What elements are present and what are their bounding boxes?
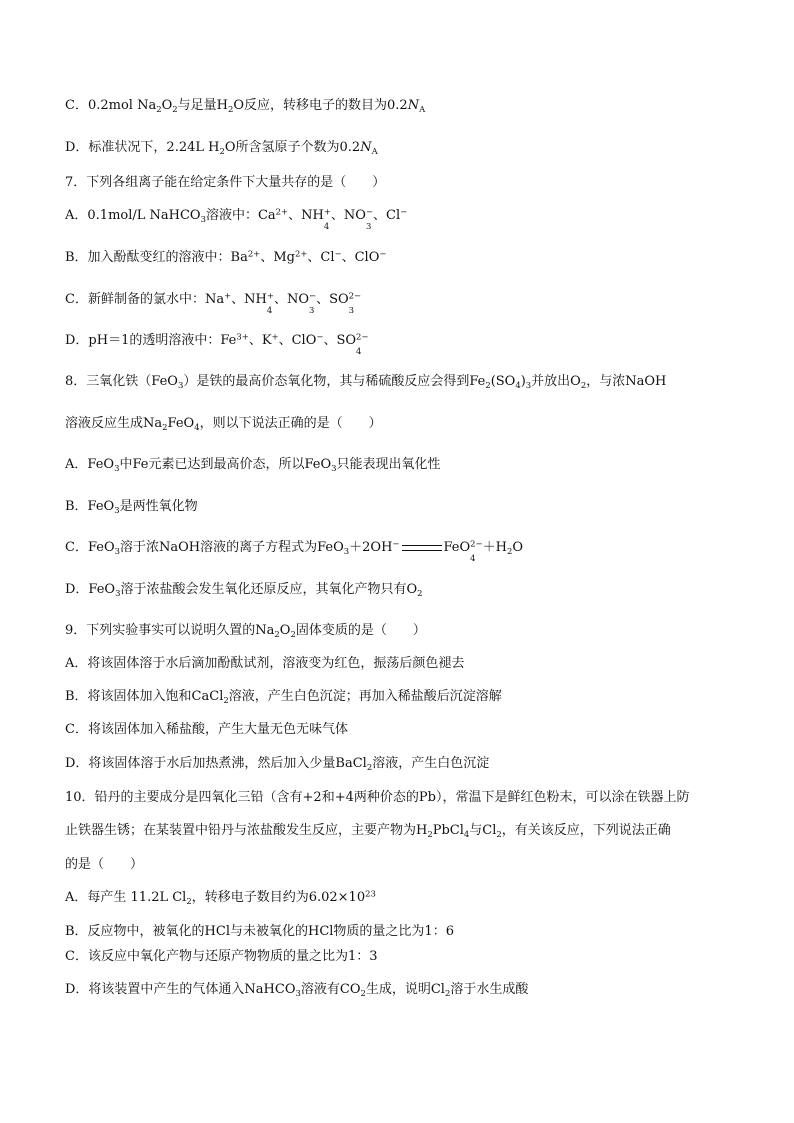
q6-option-d: D．标准状况下，2.24L $H_2O$所含氢原子个数为$0.2N_A$ bbox=[65, 140, 378, 156]
q6-option-c: C．0.2mol $Na_2O_2$与足量$H_2O$反应，转移电子的数目为$0.2N_A$ bbox=[65, 98, 426, 114]
q8-option-d: D．FeO$_3$溶于浓盐酸会发生氧化还原反应，其氧化产物只有$O_2$ bbox=[65, 582, 423, 598]
ion-script-stack: + 4 bbox=[323, 206, 331, 232]
q8-option-a: A．FeO$_3$中Fe元素已达到最高价态，所以FeO$_3$只能表现出氧化性 bbox=[65, 457, 441, 473]
q10-option-d: D．将该装置中产生的气体通入NaHCO$_3$溶液有$CO_2$生成，说明$Cl_2$溶于水生成酸 bbox=[65, 982, 529, 998]
q9-option-b: B．将该固体加入饱和CaCl$_2$溶液，产生白色沉淀；再加入稀盐酸后沉淀溶解 bbox=[65, 689, 502, 705]
q7-option-b: B．加入酚酞变红的溶液中：$Ba^{2+}$、$Mg^{2+}$、Cl−、ClO− bbox=[65, 248, 387, 265]
ion-script-stack: $^{2-}$ 3 bbox=[348, 290, 362, 316]
q10-option-b: B．反应物中，被氧化的HCl与未被氧化的HCl物质的量之比为1：6 bbox=[65, 924, 454, 939]
q10-option-a: A．每产生 11.2L $Cl_2$，转移电子数目约为$6.02\times 10^{23}$ bbox=[65, 888, 376, 906]
q9-option-c: C．将该固体加入稀盐酸，产生大量无色无味气体 bbox=[65, 722, 348, 737]
ion-script-stack: + 4 bbox=[266, 290, 274, 316]
q7-option-d: D．pH＝1的透明溶液中：$Fe^{3+}$、K+、ClO−、$SO^{2-}$ 4 bbox=[65, 331, 369, 357]
q8-stem-line1: 8．三氧化铁（FeO$_3$）是铁的最高价态氧化物，其与稀硫酸反应会得到$Fe_2(SO_4)_3$并放出$O_2$，与浓NaOH bbox=[65, 374, 667, 390]
ion-script-stack: − 3 bbox=[309, 290, 317, 316]
q8-option-b: B．FeO$_3$是两性氧化物 bbox=[65, 499, 198, 515]
q7-option-a: A．0.1mol/L NaHCO$_3$溶液中：$Ca^{2+}$、NH+ 4 、NO− 3 、Cl− bbox=[65, 206, 408, 232]
equals-double-line bbox=[402, 545, 442, 551]
q7-option-c: C．新鲜制备的氯水中：Na+、NH+ 4 、NO− 3 、$SO^{2-}$ 3 bbox=[65, 290, 362, 316]
q10-stem-line1: 10．铅丹的主要成分是四氧化三铅（含有+2和+4两种价态的Pb），常温下是鲜红色粉末，可以涂在铁器上防 bbox=[65, 790, 690, 805]
q10-option-c: C．该反应中氧化产物与还原产物物质的量之比为1：3 bbox=[65, 949, 378, 964]
q7-stem: 7．下列各组离子能在给定条件下大量共存的是（ ） bbox=[65, 175, 386, 190]
q9-stem: 9．下列实验事实可以说明久置的$Na_2O_2$固体变质的是（ ） bbox=[65, 623, 426, 639]
q10-stem-line3: 的是（ ） bbox=[65, 857, 144, 872]
q8-stem-line2: 溶液反应生成$Na_2FeO_4$，则以下说法正确的是（ ） bbox=[65, 416, 382, 432]
q8-option-c: C．FeO$_3$溶于浓NaOH溶液的离子方程式为FeO$_3$＋2OH− FeO$^{2-}$ 4 $+H_2O$ bbox=[65, 538, 524, 564]
ion-script-stack: $^{2-}$ 4 bbox=[470, 538, 483, 564]
ion-script-stack: $^{2-}$ 4 bbox=[356, 331, 369, 357]
ion-script-stack: − 3 bbox=[365, 206, 374, 232]
q10-stem-line2: 止铁器生锈；在某装置中铅丹与浓盐酸发生反应，主要产物为$H_2PbCl_4$与$Cl_2$，有关该反应，下列说法正确 bbox=[65, 823, 671, 839]
q9-option-d: D．将该固体溶于水后加热煮沸，然后加入少量BaCl$_2$溶液，产生白色沉淀 bbox=[65, 756, 490, 772]
q9-option-a: A．将该固体溶于水后滴加酚酞试剂，溶液变为红色，振荡后颜色褪去 bbox=[65, 656, 465, 671]
